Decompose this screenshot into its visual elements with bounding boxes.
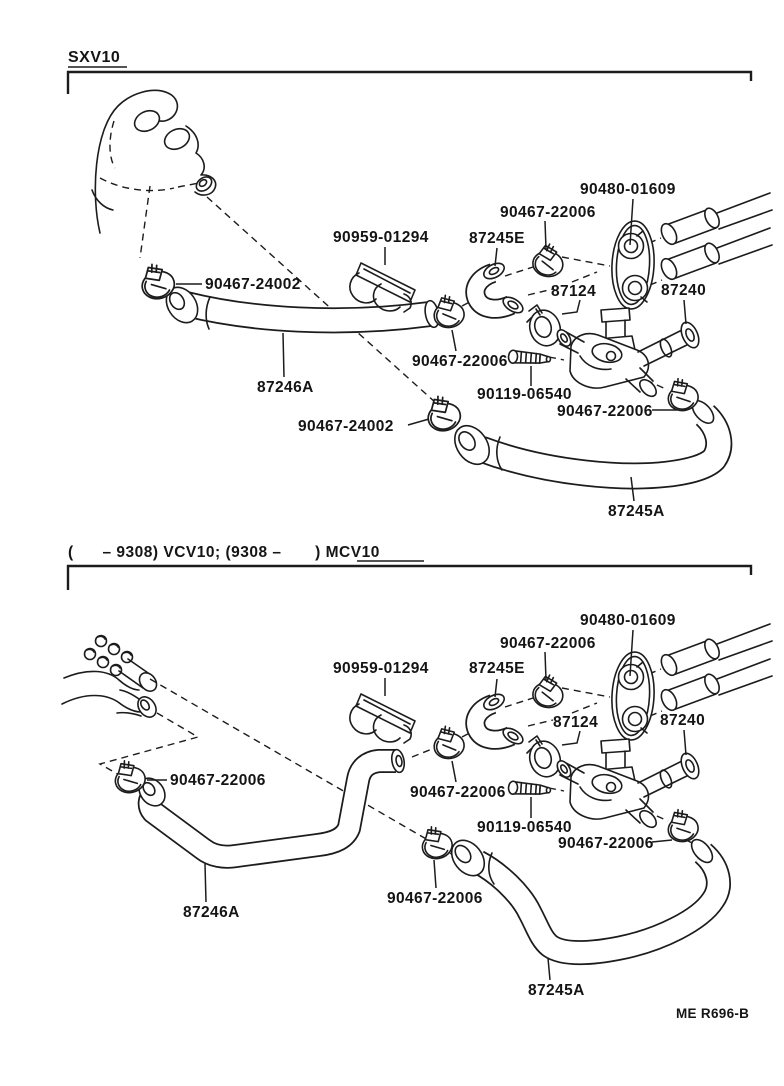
- part-label-87124: 87124: [551, 283, 597, 300]
- part-label-87124: 87124: [553, 714, 599, 731]
- part-label-90480-01609: 90480-01609: [580, 612, 676, 629]
- part-label-90480-01609: 90480-01609: [580, 181, 676, 198]
- part-label-90959-01294: 90959-01294: [333, 229, 429, 246]
- valve-pipe-cluster: [350, 624, 772, 844]
- section-header-sxv10: SXV10: [68, 49, 121, 66]
- part-label-87246a: 87246A: [183, 904, 240, 921]
- part-label-87245e: 87245E: [469, 230, 525, 247]
- part-label-90467-22006-e: 90467-22006: [387, 890, 483, 907]
- section-sxv10: [92, 90, 772, 520]
- part-label-90467-22006-a: 90467-22006: [500, 204, 596, 221]
- section-vcv10-mcv10: [62, 612, 772, 999]
- section-header-vcv10-mcv10: ( – 9308) VCV10; (9308 – ) MCV10: [68, 544, 380, 561]
- hose-clamp-icon: [418, 823, 455, 862]
- hose-87246a: [134, 749, 406, 857]
- part-label-90119-06540: 90119-06540: [477, 819, 572, 836]
- part-label-90467-22006-b: 90467-22006: [412, 353, 508, 370]
- part-label-90467-24002-a: 90467-24002: [205, 276, 301, 293]
- part-label-90467-22006-c: 90467-22006: [410, 784, 506, 801]
- part-label-87246a: 87246A: [257, 379, 314, 396]
- drawing-code: ME R696-B: [676, 1006, 750, 1021]
- part-label-87245a: 87245A: [608, 503, 665, 520]
- part-label-90119-06540: 90119-06540: [477, 386, 572, 403]
- part-label-90467-22006-b: 90467-22006: [170, 772, 266, 789]
- part-label-87240: 87240: [661, 282, 707, 299]
- part-label-87245e: 87245E: [469, 660, 525, 677]
- part-label-87245a: 87245A: [528, 982, 585, 999]
- part-label-90959-01294: 90959-01294: [333, 660, 429, 677]
- part-label-90467-22006-c: 90467-22006: [557, 403, 653, 420]
- part-label-90467-22006-a: 90467-22006: [500, 635, 596, 652]
- engine-outline: [92, 90, 216, 233]
- part-label-87240: 87240: [660, 712, 706, 729]
- part-label-90467-22006-d: 90467-22006: [558, 835, 654, 852]
- engine-outline: [62, 636, 160, 721]
- hose-clamp-icon: [423, 392, 463, 434]
- part-label-90467-24002-b: 90467-24002: [298, 418, 394, 435]
